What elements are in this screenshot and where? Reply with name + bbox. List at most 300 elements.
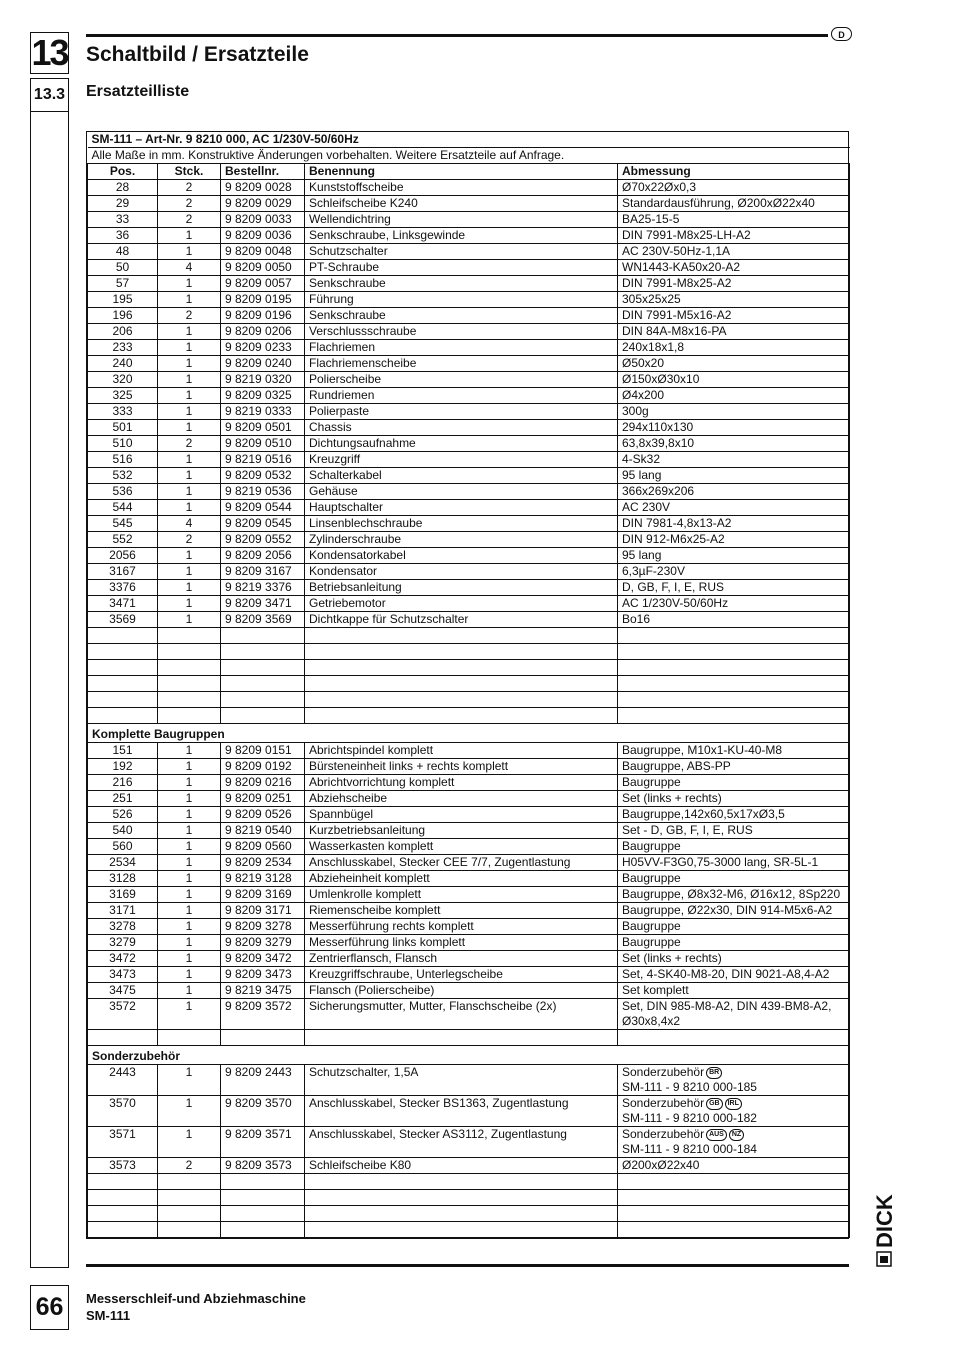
table-cell: 1 [158, 839, 221, 855]
table-cell: Führung [305, 292, 618, 308]
table-info-row [88, 132, 850, 148]
table-cell: DIN 7991-M5x16-A2 [618, 308, 850, 324]
table-cell: Polierscheibe [305, 372, 618, 388]
dimension-line1 [622, 1065, 845, 1080]
table-row [88, 1065, 850, 1096]
table-cell: Schutzschalter [305, 244, 618, 260]
table-cell: 3569 [88, 612, 158, 628]
table-cell: Anschlusskabel, Stecker BS1363, Zugentlastung [305, 1096, 618, 1127]
table-cell: Getriebemotor [305, 596, 618, 612]
table-cell: 1 [158, 564, 221, 580]
table-cell: 3571 [88, 1127, 158, 1158]
table-row [88, 855, 850, 871]
table-cell: 9 8209 0532 [221, 468, 305, 484]
table-info-row [88, 148, 850, 164]
table-cell: 3472 [88, 951, 158, 967]
table-cell: Baugruppe [618, 935, 850, 951]
table-row [88, 404, 850, 420]
section-heading: Komplette Baugruppen [88, 724, 850, 743]
table-cell [158, 1222, 221, 1238]
table-cell [618, 628, 850, 644]
table-row [88, 484, 850, 500]
table-cell: 233 [88, 340, 158, 356]
country-flag-badge: NZ [729, 1129, 744, 1141]
table-row [88, 548, 850, 564]
logo-text: DICK [872, 1194, 897, 1248]
table-cell: Set - D, GB, F, I, E, RUS [618, 823, 850, 839]
table-cell: 9 8209 0048 [221, 244, 305, 260]
table-row [88, 260, 850, 276]
parts-table [87, 132, 850, 1238]
table-cell [88, 676, 158, 692]
top-rule [86, 34, 828, 37]
table-cell [305, 692, 618, 708]
table-cell [305, 676, 618, 692]
table-cell [618, 1096, 850, 1127]
table-cell: 2 [158, 532, 221, 548]
table-cell: 1 [158, 324, 221, 340]
table-row [88, 775, 850, 791]
table-cell [618, 1222, 850, 1238]
table-cell [88, 1222, 158, 1238]
table-cell [158, 676, 221, 692]
bottom-rule [86, 1264, 849, 1267]
table-cell [158, 660, 221, 676]
table-cell [221, 660, 305, 676]
table-cell: 516 [88, 452, 158, 468]
table-row [88, 999, 850, 1030]
table-cell [221, 1030, 305, 1046]
table-cell [305, 1222, 618, 1238]
table-cell: 1 [158, 292, 221, 308]
dimension-line1: Set, DIN 985-M8-A2, DIN 439-BM8-A2, [622, 999, 832, 1013]
table-cell: 3572 [88, 999, 158, 1030]
table-cell: 9 8209 0196 [221, 308, 305, 324]
table-cell: Hauptschalter [305, 500, 618, 516]
table-cell: Kreuzgriffschraube, Unterlegscheibe [305, 967, 618, 983]
page-title: Schaltbild / Ersatzteile [86, 43, 309, 66]
table-cell: 9 8209 0036 [221, 228, 305, 244]
table-cell: 1 [158, 356, 221, 372]
table-cell: 9 8219 3475 [221, 983, 305, 999]
table-cell: 9 8209 0206 [221, 324, 305, 340]
table-row [88, 967, 850, 983]
table-cell: 532 [88, 468, 158, 484]
table-cell [88, 1190, 158, 1206]
table-cell: Pos. [88, 164, 158, 180]
table-cell: Anschlusskabel, Stecker AS3112, Zugentlastung [305, 1127, 618, 1158]
table-cell: AC 230V-50Hz-1,1A [618, 244, 850, 260]
table-cell: 1 [158, 420, 221, 436]
table-cell: 9 8219 0333 [221, 404, 305, 420]
table-cell: Baugruppe [618, 839, 850, 855]
table-cell: 9 8209 0192 [221, 759, 305, 775]
dimension-line1 [622, 1096, 845, 1111]
table-row [88, 500, 850, 516]
table-cell: 9 8209 3471 [221, 596, 305, 612]
table-cell: AC 230V [618, 500, 850, 516]
accessory-label: Sonderzubehör [622, 1096, 705, 1110]
table-cell: 1 [158, 1096, 221, 1127]
table-cell: Schleifscheibe K240 [305, 196, 618, 212]
table-cell: 28 [88, 180, 158, 196]
table-cell: 3278 [88, 919, 158, 935]
table-cell: 1 [158, 759, 221, 775]
table-cell: Kunststoffscheibe [305, 180, 618, 196]
table-row [88, 532, 850, 548]
table-row [88, 871, 850, 887]
table-cell: 9 8209 3572 [221, 999, 305, 1030]
table-cell: 1 [158, 855, 221, 871]
table-cell: Schleifscheibe K80 [305, 1158, 618, 1174]
table-cell: 1 [158, 484, 221, 500]
table-cell: Polierpaste [305, 404, 618, 420]
table-cell: 544 [88, 500, 158, 516]
table-cell: Baugruppe, Ø22x30, DIN 914-M5x6-A2 [618, 903, 850, 919]
table-cell: 4 [158, 260, 221, 276]
table-cell: DIN 7991-M8x25-LH-A2 [618, 228, 850, 244]
table-cell: Ø4x200 [618, 388, 850, 404]
footer-text [86, 1290, 306, 1324]
table-cell: Ø200xØ22x40 [618, 1158, 850, 1174]
table-cell: Baugruppe, Ø8x32-M6, Ø16x12, 8Sp220 [618, 887, 850, 903]
table-row [88, 1127, 850, 1158]
table-cell: Flachriemenscheibe [305, 356, 618, 372]
table-row [88, 743, 850, 759]
table-cell: Baugruppe [618, 871, 850, 887]
table-cell: 2 [158, 308, 221, 324]
table-cell [618, 692, 850, 708]
table-cell: Bestellnr. [221, 164, 305, 180]
table-cell [618, 1127, 850, 1158]
empty-row [88, 628, 850, 644]
table-cell: Dichtungsaufnahme [305, 436, 618, 452]
table-cell [158, 628, 221, 644]
table-cell: 95 lang [618, 548, 850, 564]
table-cell: Abmessung [618, 164, 850, 180]
parts-table-frame [86, 131, 849, 1239]
table-cell: DIN 7981-4,8x13-A2 [618, 516, 850, 532]
footer-line2: SM-111 [86, 1308, 131, 1323]
table-cell: 9 8219 0516 [221, 452, 305, 468]
left-margin-bar [30, 112, 69, 1268]
table-row [88, 580, 850, 596]
table-cell: Abrichtspindel komplett [305, 743, 618, 759]
section-heading-row [88, 1046, 850, 1065]
table-cell: 3167 [88, 564, 158, 580]
empty-row [88, 1206, 850, 1222]
empty-row [88, 1222, 850, 1238]
table-cell: 3573 [88, 1158, 158, 1174]
table-cell: 1 [158, 791, 221, 807]
table-cell: 294x110x130 [618, 420, 850, 436]
table-row [88, 468, 850, 484]
table-cell: 1 [158, 500, 221, 516]
table-cell: Umlenkrolle komplett [305, 887, 618, 903]
table-cell: 1 [158, 1065, 221, 1096]
table-cell: 1 [158, 580, 221, 596]
table-cell: DIN 84A-M8x16-PA [618, 324, 850, 340]
table-cell [221, 676, 305, 692]
table-cell: 1 [158, 388, 221, 404]
table-cell: 63,8x39,8x10 [618, 436, 850, 452]
section-heading: Sonderzubehör [88, 1046, 850, 1065]
table-cell [88, 692, 158, 708]
empty-row [88, 1030, 850, 1046]
table-row [88, 308, 850, 324]
table-cell: Linsenblechschraube [305, 516, 618, 532]
table-cell: Abrichtvorrichtung komplett [305, 775, 618, 791]
table-cell: Baugruppe,142x60,5x17xØ3,5 [618, 807, 850, 823]
empty-row [88, 644, 850, 660]
table-cell: 9 8219 0320 [221, 372, 305, 388]
table-cell: 9 8209 0251 [221, 791, 305, 807]
table-cell: 9 8209 0216 [221, 775, 305, 791]
table-cell: 3471 [88, 596, 158, 612]
table-cell: Dichtkappe für Schutzschalter [305, 612, 618, 628]
table-cell: 195 [88, 292, 158, 308]
table-cell: Baugruppe [618, 919, 850, 935]
table-cell: 1 [158, 775, 221, 791]
table-cell: 1 [158, 743, 221, 759]
table-cell: Flachriemen [305, 340, 618, 356]
table-cell: 3128 [88, 871, 158, 887]
table-cell: Senkschraube [305, 276, 618, 292]
table-cell: 1 [158, 340, 221, 356]
table-cell: 33 [88, 212, 158, 228]
table-cell: 9 8209 0240 [221, 356, 305, 372]
country-flag-badge: GB [706, 1098, 723, 1110]
dick-logo [868, 1186, 898, 1268]
table-cell: Kreuzgriff [305, 452, 618, 468]
table-cell: 9 8209 0050 [221, 260, 305, 276]
table-cell: 29 [88, 196, 158, 212]
table-cell: 536 [88, 484, 158, 500]
table-cell: 320 [88, 372, 158, 388]
table-row [88, 791, 850, 807]
table-cell: Rundriemen [305, 388, 618, 404]
table-cell [158, 1030, 221, 1046]
table-cell: 2443 [88, 1065, 158, 1096]
table-cell: 1 [158, 468, 221, 484]
table-cell: Abzieheinheit komplett [305, 871, 618, 887]
table-cell: Anschlusskabel, Stecker CEE 7/7, Zugentlastung [305, 855, 618, 871]
chapter-number: 13 [31, 32, 68, 73]
table-cell: Standardausführung, Ø200xØ22x40 [618, 196, 850, 212]
table-cell: 3171 [88, 903, 158, 919]
table-cell: Benennung [305, 164, 618, 180]
section-heading-row [88, 724, 850, 743]
table-row [88, 180, 850, 196]
table-row [88, 196, 850, 212]
empty-row [88, 708, 850, 724]
table-row [88, 807, 850, 823]
table-cell: 3475 [88, 983, 158, 999]
table-cell: 9 8219 0540 [221, 823, 305, 839]
table-cell: Ø150xØ30x10 [618, 372, 850, 388]
table-cell [618, 644, 850, 660]
table-cell: Ø70x22Øx0,3 [618, 180, 850, 196]
table-cell [88, 1030, 158, 1046]
table-cell: 540 [88, 823, 158, 839]
table-cell: 305x25x25 [618, 292, 850, 308]
table-cell: 1 [158, 919, 221, 935]
table-cell: 1 [158, 612, 221, 628]
table-cell [221, 1190, 305, 1206]
table-cell: 9 8209 3570 [221, 1096, 305, 1127]
table-cell [618, 999, 850, 1030]
table-cell: 196 [88, 308, 158, 324]
table-cell: 1 [158, 999, 221, 1030]
table-cell: Senkschraube, Linksgewinde [305, 228, 618, 244]
table-row [88, 1158, 850, 1174]
table-cell: 333 [88, 404, 158, 420]
table-cell: 560 [88, 839, 158, 855]
table-cell: 9 8209 3573 [221, 1158, 305, 1174]
table-row [88, 356, 850, 372]
table-cell: 1 [158, 983, 221, 999]
table-cell: Kurzbetriebsanleitung [305, 823, 618, 839]
table-info-cell: Alle Maße in mm. Konstruktive Änderungen vorbehalten. Weitere Ersatzteile auf Anfrage. [88, 148, 850, 164]
section-title: Ersatzteilliste [86, 83, 190, 100]
table-cell: 9 8209 3279 [221, 935, 305, 951]
table-cell [305, 1206, 618, 1222]
table-cell [158, 708, 221, 724]
table-row [88, 420, 850, 436]
table-cell: Schutzschalter, 1,5A [305, 1065, 618, 1096]
table-cell: 545 [88, 516, 158, 532]
table-row [88, 839, 850, 855]
table-cell: 1 [158, 871, 221, 887]
table-cell [618, 708, 850, 724]
table-cell: Sicherungsmutter, Mutter, Flanschscheibe (2x) [305, 999, 618, 1030]
table-cell: Set (links + rechts) [618, 951, 850, 967]
table-row [88, 612, 850, 628]
page-number: 66 [30, 1285, 69, 1330]
table-cell [158, 1206, 221, 1222]
table-row [88, 596, 850, 612]
table-cell: 9 8209 0545 [221, 516, 305, 532]
table-cell: Senkschraube [305, 308, 618, 324]
table-cell: Betriebsanleitung [305, 580, 618, 596]
table-cell: 192 [88, 759, 158, 775]
empty-row [88, 660, 850, 676]
table-cell [618, 1065, 850, 1096]
table-cell: 9 8209 0233 [221, 340, 305, 356]
table-cell: 9 8209 3278 [221, 919, 305, 935]
table-row [88, 276, 850, 292]
table-cell: 9 8219 0536 [221, 484, 305, 500]
footer-line1: Messerschleif-und Abziehmaschine [86, 1291, 306, 1306]
table-cell: 9 8209 3569 [221, 612, 305, 628]
table-cell: Messerführung rechts komplett [305, 919, 618, 935]
table-cell [305, 628, 618, 644]
table-row [88, 823, 850, 839]
table-cell: 501 [88, 420, 158, 436]
table-cell: 57 [88, 276, 158, 292]
table-cell [88, 628, 158, 644]
table-row [88, 244, 850, 260]
table-cell [305, 1174, 618, 1190]
table-cell: 9 8209 2056 [221, 548, 305, 564]
table-cell [221, 644, 305, 660]
country-flag-badge: AUS [706, 1129, 727, 1141]
table-row [88, 951, 850, 967]
table-row [88, 935, 850, 951]
table-cell [88, 644, 158, 660]
table-cell [618, 1190, 850, 1206]
table-cell [88, 660, 158, 676]
table-header-row [88, 164, 850, 180]
country-flag-badge: IRL [725, 1098, 742, 1110]
table-row [88, 516, 850, 532]
table-cell: Stck. [158, 164, 221, 180]
table-row [88, 228, 850, 244]
table-cell: 9 8209 3171 [221, 903, 305, 919]
table-cell: 9 8209 0501 [221, 420, 305, 436]
table-cell: 9 8219 3376 [221, 580, 305, 596]
table-cell: Verschlussschraube [305, 324, 618, 340]
table-cell: 4 [158, 516, 221, 532]
empty-row [88, 692, 850, 708]
table-cell: Bürsteneinheit links + rechts komplett [305, 759, 618, 775]
table-row [88, 759, 850, 775]
table-cell: 1 [158, 228, 221, 244]
table-cell: 9 8209 0057 [221, 276, 305, 292]
table-cell: Set, 4-SK40-M8-20, DIN 9021-A8,4-A2 [618, 967, 850, 983]
dimension-line2: SM-111 - 9 8210 000-182 [622, 1111, 757, 1125]
empty-row [88, 1190, 850, 1206]
table-cell: 9 8209 2443 [221, 1065, 305, 1096]
table-cell [305, 1190, 618, 1206]
table-cell: Schalterkabel [305, 468, 618, 484]
table-cell: Gehäuse [305, 484, 618, 500]
table-cell: WN1443-KA50x20-A2 [618, 260, 850, 276]
table-cell: 9 8209 3472 [221, 951, 305, 967]
table-cell: 1 [158, 807, 221, 823]
table-cell: Zylinderschraube [305, 532, 618, 548]
table-row [88, 1096, 850, 1127]
table-cell: Set komplett [618, 983, 850, 999]
table-row [88, 388, 850, 404]
table-cell: 9 8209 3167 [221, 564, 305, 580]
table-cell: 9 8209 0033 [221, 212, 305, 228]
table-cell [618, 1030, 850, 1046]
table-cell: 1 [158, 887, 221, 903]
table-cell: 2056 [88, 548, 158, 564]
table-cell [221, 1222, 305, 1238]
table-cell: 240x18x1,8 [618, 340, 850, 356]
section-number: 13.3 [30, 78, 69, 112]
table-cell: 1 [158, 404, 221, 420]
table-cell [158, 692, 221, 708]
table-cell [618, 1206, 850, 1222]
dimension-line2: SM-111 - 9 8210 000-185 [622, 1080, 757, 1094]
table-cell: 9 8209 0560 [221, 839, 305, 855]
table-cell: 9 8209 0552 [221, 532, 305, 548]
table-cell [88, 708, 158, 724]
table-row [88, 887, 850, 903]
accessory-label: Sonderzubehör [622, 1127, 705, 1141]
table-cell [618, 1174, 850, 1190]
table-cell: 300g [618, 404, 850, 420]
table-cell: 552 [88, 532, 158, 548]
table-cell: Riemenscheibe komplett [305, 903, 618, 919]
table-row [88, 340, 850, 356]
table-cell: 9 8209 2534 [221, 855, 305, 871]
table-cell: 9 8209 3169 [221, 887, 305, 903]
accessory-label: Sonderzubehör [622, 1065, 705, 1079]
